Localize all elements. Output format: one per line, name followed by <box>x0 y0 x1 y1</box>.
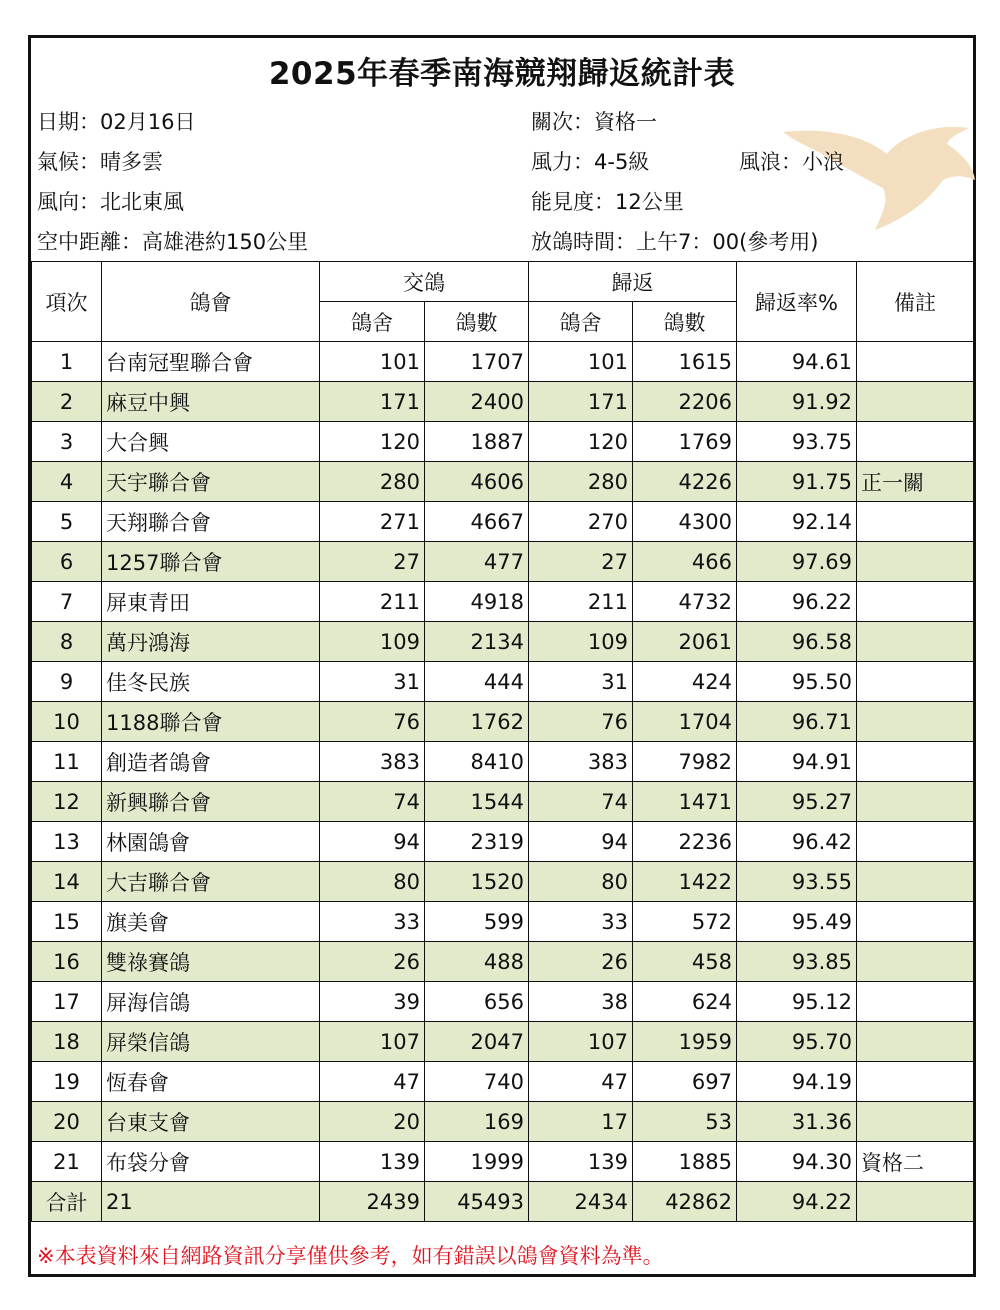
cell-entered-lofts: 74 <box>320 782 425 822</box>
cell-entered-lofts: 33 <box>320 902 425 942</box>
cell-entered-lofts: 120 <box>320 422 425 462</box>
page-title: 2025年春季南海競翔歸返統計表 <box>268 56 736 92</box>
cell-rate: 96.42 <box>737 822 857 862</box>
cell-returned-birds: 1615 <box>633 342 737 382</box>
cell-club: 天宇聯合會 <box>102 462 320 502</box>
total-row <box>32 1182 974 1222</box>
cell-club: 1257聯合會 <box>102 542 320 582</box>
cell-returned-lofts: 211 <box>529 582 633 622</box>
header-no: 項次 <box>32 262 102 342</box>
table-row <box>32 622 974 662</box>
cell-no: 19 <box>32 1062 102 1102</box>
cell-no: 13 <box>32 822 102 862</box>
cell-remark <box>857 942 974 982</box>
cell-remark <box>857 1102 974 1142</box>
cell-club: 屏海信鴿 <box>102 982 320 1022</box>
cell-club: 天翔聯合會 <box>102 502 320 542</box>
cell-entered-birds: 1544 <box>425 782 529 822</box>
cell-returned-birds: 624 <box>633 982 737 1022</box>
stage-info: 關次：資格一 <box>531 110 657 134</box>
table-row <box>32 462 974 502</box>
date-info: 日期：02月16日 <box>37 110 196 134</box>
cell-remark <box>857 502 974 542</box>
cell-returned-birds: 7982 <box>633 742 737 782</box>
cell-no: 8 <box>32 622 102 662</box>
cell-returned-birds: 697 <box>633 1062 737 1102</box>
cell-no: 18 <box>32 1022 102 1062</box>
table-row <box>32 862 974 902</box>
cell-returned-lofts: 383 <box>529 742 633 782</box>
stats-sheet <box>28 35 976 1277</box>
cell-entered-birds: 1999 <box>425 1142 529 1182</box>
cell-entered-lofts: 27 <box>320 542 425 582</box>
cell-no: 20 <box>32 1102 102 1142</box>
cell-entered-lofts: 271 <box>320 502 425 542</box>
table-row <box>32 342 974 382</box>
cell-remark <box>857 342 974 382</box>
cell-entered-lofts: 47 <box>320 1062 425 1102</box>
cell-no: 11 <box>32 742 102 782</box>
cell-entered-birds: 599 <box>425 902 529 942</box>
cell-returned-birds: 2061 <box>633 622 737 662</box>
table-row <box>32 382 974 422</box>
cell-returned-lofts: 101 <box>529 342 633 382</box>
cell-entered-lofts: 211 <box>320 582 425 622</box>
cell-entered-birds: 4606 <box>425 462 529 502</box>
table-row <box>32 942 974 982</box>
cell-remark: 正一關 <box>857 462 974 502</box>
cell-returned-birds: 4732 <box>633 582 737 622</box>
cell-entered-birds: 477 <box>425 542 529 582</box>
cell-club: 布袋分會 <box>102 1142 320 1182</box>
cell-no: 9 <box>32 662 102 702</box>
cell-rate: 91.92 <box>737 382 857 422</box>
cell-returned-lofts: 107 <box>529 1022 633 1062</box>
cell-no: 14 <box>32 862 102 902</box>
cell-entered-birds: 169 <box>425 1102 529 1142</box>
cell-entered-lofts: 280 <box>320 462 425 502</box>
header-returned-lofts: 鴿舍 <box>529 302 633 342</box>
cell-entered-lofts: 76 <box>320 702 425 742</box>
table-row <box>32 902 974 942</box>
total-entered-birds: 45493 <box>425 1182 529 1222</box>
cell-entered-birds: 1520 <box>425 862 529 902</box>
cell-club: 1188聯合會 <box>102 702 320 742</box>
cell-returned-birds: 466 <box>633 542 737 582</box>
cell-no: 10 <box>32 702 102 742</box>
cell-returned-birds: 1769 <box>633 422 737 462</box>
cell-no: 4 <box>32 462 102 502</box>
cell-entered-birds: 1762 <box>425 702 529 742</box>
cell-returned-birds: 1885 <box>633 1142 737 1182</box>
cell-returned-lofts: 27 <box>529 542 633 582</box>
cell-remark: 資格二 <box>857 1142 974 1182</box>
cell-no: 3 <box>32 422 102 462</box>
cell-returned-lofts: 47 <box>529 1062 633 1102</box>
cell-returned-lofts: 74 <box>529 782 633 822</box>
cell-returned-lofts: 76 <box>529 702 633 742</box>
header-club: 鴿會 <box>102 262 320 342</box>
cell-remark <box>857 622 974 662</box>
cell-rate: 94.91 <box>737 742 857 782</box>
cell-entered-birds: 444 <box>425 662 529 702</box>
cell-returned-lofts: 33 <box>529 902 633 942</box>
total-rate: 94.22 <box>737 1182 857 1222</box>
wind-direction-info: 風向：北北東風 <box>37 190 184 214</box>
cell-club: 雙祿賽鴿 <box>102 942 320 982</box>
cell-returned-birds: 458 <box>633 942 737 982</box>
cell-remark <box>857 422 974 462</box>
cell-rate: 92.14 <box>737 502 857 542</box>
cell-remark <box>857 662 974 702</box>
cell-rate: 96.58 <box>737 622 857 662</box>
total-returned-birds: 42862 <box>633 1182 737 1222</box>
cell-club: 創造者鴿會 <box>102 742 320 782</box>
wind-force-info: 風力：4-5級 <box>531 150 650 174</box>
cell-remark <box>857 382 974 422</box>
cell-remark <box>857 982 974 1022</box>
cell-returned-lofts: 120 <box>529 422 633 462</box>
cell-rate: 31.36 <box>737 1102 857 1142</box>
cell-entered-birds: 4918 <box>425 582 529 622</box>
cell-entered-birds: 4667 <box>425 502 529 542</box>
cell-entered-lofts: 20 <box>320 1102 425 1142</box>
cell-club: 恆春會 <box>102 1062 320 1102</box>
cell-remark <box>857 702 974 742</box>
cell-remark <box>857 1022 974 1062</box>
cell-rate: 95.70 <box>737 1022 857 1062</box>
cell-club: 大吉聯合會 <box>102 862 320 902</box>
table-row <box>32 1142 974 1182</box>
cell-rate: 93.55 <box>737 862 857 902</box>
cell-rate: 95.49 <box>737 902 857 942</box>
cell-returned-birds: 53 <box>633 1102 737 1142</box>
cell-no: 21 <box>32 1142 102 1182</box>
cell-no: 6 <box>32 542 102 582</box>
header-returned: 歸返 <box>529 262 737 302</box>
cell-entered-birds: 488 <box>425 942 529 982</box>
cell-club: 林園鴿會 <box>102 822 320 862</box>
cell-entered-birds: 656 <box>425 982 529 1022</box>
cell-returned-birds: 2236 <box>633 822 737 862</box>
cell-no: 12 <box>32 782 102 822</box>
cell-returned-birds: 1471 <box>633 782 737 822</box>
cell-returned-lofts: 38 <box>529 982 633 1022</box>
disclaimer-note: ※本表資料來自網路資訊分享僅供參考，如有錯誤以鴿會資料為準。 <box>37 1244 664 1268</box>
table-row <box>32 502 974 542</box>
cell-entered-lofts: 94 <box>320 822 425 862</box>
table-row <box>32 1102 974 1142</box>
cell-entered-birds: 2400 <box>425 382 529 422</box>
cell-entered-birds: 1887 <box>425 422 529 462</box>
cell-entered-lofts: 26 <box>320 942 425 982</box>
return-stats-table <box>31 261 974 1222</box>
cell-rate: 94.30 <box>737 1142 857 1182</box>
table-row <box>32 702 974 742</box>
cell-entered-lofts: 109 <box>320 622 425 662</box>
cell-returned-lofts: 80 <box>529 862 633 902</box>
cell-entered-lofts: 80 <box>320 862 425 902</box>
cell-no: 5 <box>32 502 102 542</box>
cell-entered-lofts: 31 <box>320 662 425 702</box>
distance-info: 空中距離：高雄港約150公里 <box>37 230 309 254</box>
cell-returned-birds: 4226 <box>633 462 737 502</box>
cell-club: 大合興 <box>102 422 320 462</box>
cell-no: 15 <box>32 902 102 942</box>
header-returned-birds: 鴿數 <box>633 302 737 342</box>
header-rate: 歸返率% <box>737 262 857 342</box>
cell-club: 新興聯合會 <box>102 782 320 822</box>
cell-rate: 94.61 <box>737 342 857 382</box>
cell-returned-birds: 1704 <box>633 702 737 742</box>
cell-rate: 95.12 <box>737 982 857 1022</box>
cell-rate: 96.22 <box>737 582 857 622</box>
cell-entered-lofts: 101 <box>320 342 425 382</box>
cell-returned-lofts: 17 <box>529 1102 633 1142</box>
total-clubs: 21 <box>102 1182 320 1222</box>
table-row <box>32 1022 974 1062</box>
cell-entered-lofts: 107 <box>320 1022 425 1062</box>
cell-returned-lofts: 26 <box>529 942 633 982</box>
cell-club: 佳冬民族 <box>102 662 320 702</box>
cell-returned-birds: 424 <box>633 662 737 702</box>
cell-entered-lofts: 39 <box>320 982 425 1022</box>
cell-rate: 91.75 <box>737 462 857 502</box>
cell-entered-birds: 2319 <box>425 822 529 862</box>
cell-rate: 96.71 <box>737 702 857 742</box>
cell-entered-lofts: 171 <box>320 382 425 422</box>
cell-club: 麻豆中興 <box>102 382 320 422</box>
table-row <box>32 582 974 622</box>
cell-returned-birds: 4300 <box>633 502 737 542</box>
total-label: 合計 <box>32 1182 102 1222</box>
cell-remark <box>857 542 974 582</box>
waves-info: 風浪：小浪 <box>739 150 844 174</box>
cell-no: 16 <box>32 942 102 982</box>
cell-returned-lofts: 280 <box>529 462 633 502</box>
cell-no: 1 <box>32 342 102 382</box>
cell-returned-lofts: 94 <box>529 822 633 862</box>
cell-returned-lofts: 31 <box>529 662 633 702</box>
cell-returned-lofts: 139 <box>529 1142 633 1182</box>
header-remark: 備註 <box>857 262 974 342</box>
cell-remark <box>857 742 974 782</box>
cell-club: 台東支會 <box>102 1102 320 1142</box>
cell-entered-birds: 8410 <box>425 742 529 782</box>
cell-rate: 93.75 <box>737 422 857 462</box>
cell-remark <box>857 902 974 942</box>
cell-returned-birds: 1959 <box>633 1022 737 1062</box>
cell-returned-lofts: 109 <box>529 622 633 662</box>
cell-no: 7 <box>32 582 102 622</box>
cell-returned-birds: 2206 <box>633 382 737 422</box>
cell-no: 17 <box>32 982 102 1022</box>
total-remark <box>857 1182 974 1222</box>
cell-returned-birds: 572 <box>633 902 737 942</box>
cell-returned-birds: 1422 <box>633 862 737 902</box>
cell-entered-birds: 2134 <box>425 622 529 662</box>
header-entered-lofts: 鴿舍 <box>320 302 425 342</box>
cell-rate: 93.85 <box>737 942 857 982</box>
total-entered-lofts: 2439 <box>320 1182 425 1222</box>
cell-remark <box>857 862 974 902</box>
cell-club: 旗美會 <box>102 902 320 942</box>
cell-returned-lofts: 171 <box>529 382 633 422</box>
table-row <box>32 822 974 862</box>
table-row <box>32 742 974 782</box>
visibility-info: 能見度：12公里 <box>531 190 684 214</box>
table-row <box>32 662 974 702</box>
header-entered-birds: 鴿數 <box>425 302 529 342</box>
release-time-info: 放鴿時間：上午7：00(參考用) <box>531 230 819 254</box>
cell-remark <box>857 582 974 622</box>
cell-remark <box>857 1062 974 1102</box>
cell-entered-birds: 1707 <box>425 342 529 382</box>
cell-club: 萬丹鴻海 <box>102 622 320 662</box>
cell-rate: 95.27 <box>737 782 857 822</box>
cell-entered-lofts: 383 <box>320 742 425 782</box>
cell-club: 屏榮信鴿 <box>102 1022 320 1062</box>
header-entered: 交鴿 <box>320 262 529 302</box>
cell-no: 2 <box>32 382 102 422</box>
cell-rate: 95.50 <box>737 662 857 702</box>
cell-remark <box>857 782 974 822</box>
table-row <box>32 542 974 582</box>
cell-club: 屏東青田 <box>102 582 320 622</box>
table-row <box>32 422 974 462</box>
cell-entered-lofts: 139 <box>320 1142 425 1182</box>
weather-info: 氣候：晴多雲 <box>37 150 163 174</box>
table-row <box>32 782 974 822</box>
cell-club: 台南冠聖聯合會 <box>102 342 320 382</box>
cell-remark <box>857 822 974 862</box>
cell-rate: 94.19 <box>737 1062 857 1102</box>
table-row <box>32 982 974 1022</box>
cell-returned-lofts: 270 <box>529 502 633 542</box>
table-row <box>32 1062 974 1102</box>
cell-rate: 97.69 <box>737 542 857 582</box>
cell-entered-birds: 2047 <box>425 1022 529 1062</box>
cell-entered-birds: 740 <box>425 1062 529 1102</box>
total-returned-lofts: 2434 <box>529 1182 633 1222</box>
